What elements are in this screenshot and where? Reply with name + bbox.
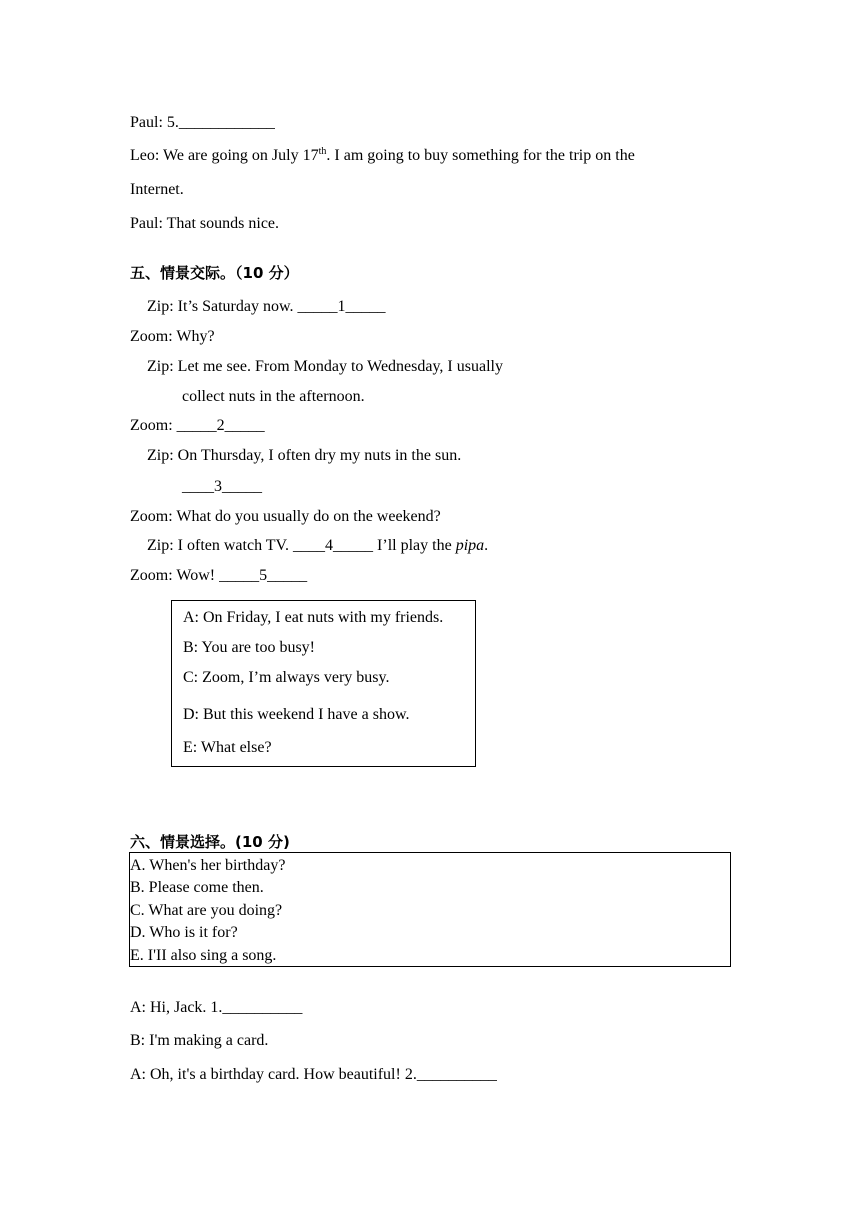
text-segment: Zip: I often watch TV. ____4_____ I’ll play the — [147, 537, 456, 554]
text-segment: Leo: We are going on July 17 — [130, 147, 319, 164]
option-item: A. When's her birthday? — [130, 857, 286, 874]
italic-word: pipa — [455, 537, 485, 554]
dialogue-line: Zip: It’s Saturday now. _____1_____ — [147, 298, 386, 315]
option-item: B: You are too busy! — [183, 639, 316, 656]
dialogue-line: Zoom: _____2_____ — [130, 417, 265, 434]
dialogue-line: ____3_____ — [182, 478, 262, 495]
dialogue-line: Internet. — [130, 181, 184, 198]
dialogue-line: Zoom: Why? — [130, 328, 215, 345]
dialogue-line: Zoom: Wow! _____5_____ — [130, 567, 308, 584]
dialogue-line: Zoom: What do you usually do on the weekend? — [130, 508, 441, 525]
dialogue-line: A: Hi, Jack. 1.__________ — [130, 999, 303, 1016]
option-item: D. Who is it for? — [130, 924, 238, 941]
dialogue-line: A: Oh, it's a birthday card. How beautiful! 2.__________ — [130, 1066, 497, 1083]
dialogue-line — [130, 146, 635, 166]
dialogue-line: Paul: That sounds nice. — [130, 215, 280, 232]
text-segment: . I am going to buy something for the trip on the — [326, 147, 635, 164]
option-item: E. I'II also sing a song. — [130, 947, 277, 964]
dialogue-line: collect nuts in the afternoon. — [182, 388, 365, 405]
section-heading: 六、情景选择。(10 分) — [130, 833, 290, 851]
option-item: B. Please come then. — [130, 879, 264, 896]
dialogue-line — [147, 536, 488, 556]
superscript: th — [318, 146, 327, 157]
option-item: C. What are you doing? — [130, 902, 283, 919]
dialogue-line: B: I'm making a card. — [130, 1032, 269, 1049]
options-box — [171, 600, 476, 767]
section-heading: 五、情景交际。（10 分） — [130, 264, 299, 282]
dialogue-line: Zip: Let me see. From Monday to Wednesday, I usually — [147, 358, 503, 375]
text-segment: . — [484, 537, 489, 554]
dialogue-line: Paul: 5.____________ — [130, 114, 275, 131]
option-item: E: What else? — [183, 739, 272, 756]
option-item: A: On Friday, I eat nuts with my friends. — [183, 609, 444, 626]
options-box — [129, 852, 731, 967]
option-item: C: Zoom, I’m always very busy. — [183, 669, 390, 686]
option-item: D: But this weekend I have a show. — [183, 706, 410, 723]
dialogue-line: Zip: On Thursday, I often dry my nuts in the sun. — [147, 447, 462, 464]
